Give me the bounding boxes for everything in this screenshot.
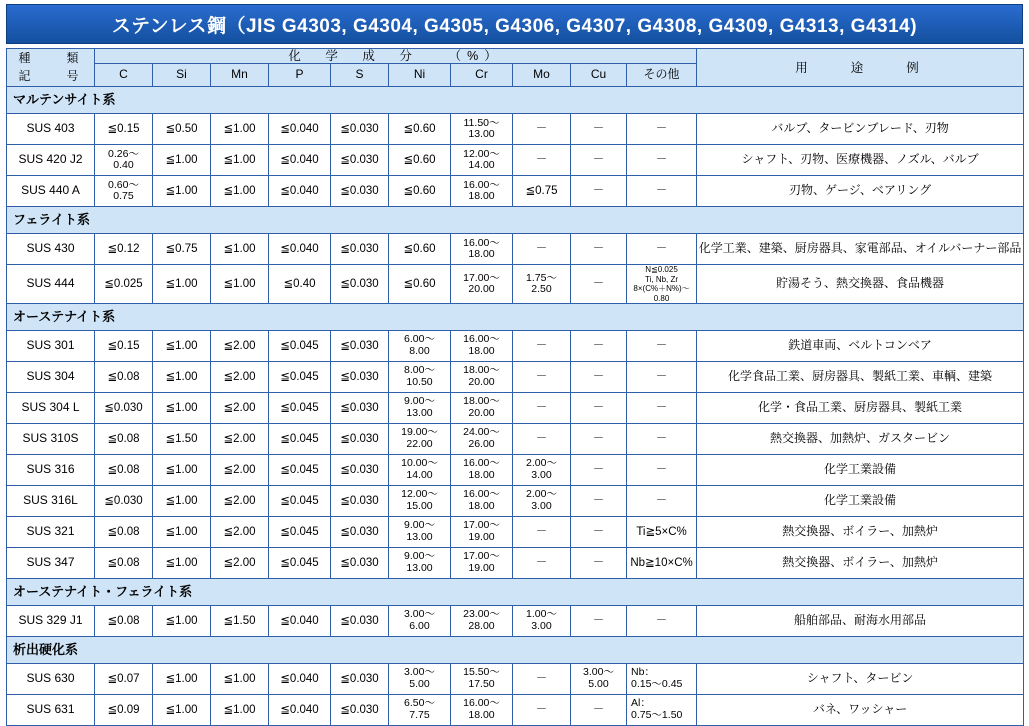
usage-cell: バルブ、タービンブレード、刃物 <box>697 114 1024 145</box>
cell-mn: ≦1.00 <box>211 145 269 176</box>
cell-other: N≦0.025 Ti, Nb, Zr 8×(C%＋N%)〜0.80 <box>627 265 697 304</box>
table-row <box>7 176 1024 207</box>
cell-ni: 9.00〜 13.00 <box>389 548 451 579</box>
cell-c: ≦0.08 <box>95 517 153 548</box>
usage-cell: 刃物、ゲージ、ベアリング <box>697 176 1024 207</box>
cell-mo: － <box>513 331 571 362</box>
cell-cu: － <box>571 176 627 207</box>
cell-p: ≦0.045 <box>269 548 331 579</box>
cell-cu: － <box>571 145 627 176</box>
group-header-row: オーステナイト系 <box>7 304 1024 331</box>
table-row <box>7 695 1024 726</box>
steel-spec-page <box>0 4 1029 722</box>
usage-cell: 化学食品工業、厨房器具、製紙工業、車輌、建築 <box>697 362 1024 393</box>
cell-mn: ≦2.00 <box>211 517 269 548</box>
grade-name-cell: SUS 347 <box>7 548 95 579</box>
header-col-mn: Mn <box>211 64 269 87</box>
cell-ni: 12.00〜 15.00 <box>389 486 451 517</box>
cell-ni: ≦0.60 <box>389 265 451 304</box>
cell-mn: ≦1.00 <box>211 176 269 207</box>
cell-cr: 16.00〜 18.00 <box>451 234 513 265</box>
cell-ni: 6.50〜 7.75 <box>389 695 451 726</box>
grade-name-cell: SUS 440 A <box>7 176 95 207</box>
cell-si: ≦0.50 <box>153 114 211 145</box>
header-col-cu: Cu <box>571 64 627 87</box>
cell-mo: ≦0.75 <box>513 176 571 207</box>
cell-cr: 15.50〜 17.50 <box>451 664 513 695</box>
header-col-si: Si <box>153 64 211 87</box>
cell-cu: － <box>571 606 627 637</box>
cell-c: ≦0.07 <box>95 664 153 695</box>
header-col-s: S <box>331 64 389 87</box>
cell-cr: 17.00〜 19.00 <box>451 517 513 548</box>
cell-s: ≦0.030 <box>331 424 389 455</box>
header-kind <box>7 49 95 87</box>
cell-ni: ≦0.60 <box>389 234 451 265</box>
cell-cu: － <box>571 234 627 265</box>
group-header-row: オーステナイト・フェライト系 <box>7 579 1024 606</box>
cell-mo: － <box>513 393 571 424</box>
cell-cu: － <box>571 265 627 304</box>
cell-si: ≦1.00 <box>153 548 211 579</box>
usage-cell: バネ、ワッシャー <box>697 695 1024 726</box>
cell-si: ≦1.00 <box>153 176 211 207</box>
header-kind-line1: 種 類 <box>18 50 83 65</box>
cell-c: ≦0.08 <box>95 606 153 637</box>
header-col-c: C <box>95 64 153 87</box>
cell-ni: ≦0.60 <box>389 114 451 145</box>
cell-other: － <box>627 114 697 145</box>
cell-cr: 12.00〜 14.00 <box>451 145 513 176</box>
cell-ni: 8.00〜 10.50 <box>389 362 451 393</box>
grade-name-cell: SUS 321 <box>7 517 95 548</box>
cell-c: ≦0.15 <box>95 114 153 145</box>
usage-cell: 化学工業、建築、厨房器具、家電部品、オイルバーナー部品 <box>697 234 1024 265</box>
usage-cell: 熱交換器、加熱炉、ガスタービン <box>697 424 1024 455</box>
table-row <box>7 114 1024 145</box>
cell-s: ≦0.030 <box>331 265 389 304</box>
cell-s: ≦0.030 <box>331 606 389 637</box>
cell-p: ≦0.045 <box>269 331 331 362</box>
table-group-row <box>7 207 1024 234</box>
cell-other: Ti≧5×C% <box>627 517 697 548</box>
cell-mn: ≦1.00 <box>211 664 269 695</box>
cell-si: ≦1.00 <box>153 145 211 176</box>
cell-s: ≦0.030 <box>331 486 389 517</box>
cell-cu: － <box>571 331 627 362</box>
cell-mo: － <box>513 145 571 176</box>
table-group-row <box>7 87 1024 114</box>
usage-cell: 貯湯そう、熱交換器、食品機器 <box>697 265 1024 304</box>
cell-s: ≦0.030 <box>331 145 389 176</box>
cell-si: ≦1.00 <box>153 331 211 362</box>
cell-cu: － <box>571 548 627 579</box>
cell-mo: － <box>513 548 571 579</box>
cell-c: ≦0.030 <box>95 486 153 517</box>
cell-c: 0.60〜 0.75 <box>95 176 153 207</box>
cell-c: ≦0.08 <box>95 455 153 486</box>
cell-s: ≦0.030 <box>331 548 389 579</box>
table-row <box>7 455 1024 486</box>
page-title: ステンレス鋼（JIS G4303, G4304, G4305, G4306, G4307, G4308, G4309, G4313, G4314) <box>111 15 918 37</box>
cell-s: ≦0.030 <box>331 517 389 548</box>
usage-cell: シャフト、刃物、医療機器、ノズル、バルブ <box>697 145 1024 176</box>
usage-cell: 化学・食品工業、厨房器具、製紙工業 <box>697 393 1024 424</box>
usage-cell: 熱交換器、ボイラー、加熱炉 <box>697 517 1024 548</box>
table-row <box>7 145 1024 176</box>
cell-mo: － <box>513 664 571 695</box>
cell-mn: ≦2.00 <box>211 424 269 455</box>
cell-ni: 3.00〜 5.00 <box>389 664 451 695</box>
grade-name-cell: SUS 301 <box>7 331 95 362</box>
cell-other: － <box>627 486 697 517</box>
cell-mn: ≦2.00 <box>211 362 269 393</box>
grade-name-cell: SUS 631 <box>7 695 95 726</box>
cell-other: － <box>627 393 697 424</box>
grade-name-cell: SUS 316L <box>7 486 95 517</box>
cell-other: － <box>627 234 697 265</box>
table-row <box>7 393 1024 424</box>
table-row <box>7 424 1024 455</box>
grade-name-cell: SUS 304 <box>7 362 95 393</box>
cell-cr: 16.00〜 18.00 <box>451 331 513 362</box>
cell-other: Nb≧10×C% <box>627 548 697 579</box>
table-row <box>7 265 1024 304</box>
cell-p: ≦0.040 <box>269 114 331 145</box>
cell-mn: ≦1.00 <box>211 114 269 145</box>
cell-c: ≦0.09 <box>95 695 153 726</box>
cell-mn: ≦1.00 <box>211 265 269 304</box>
table-group-row <box>7 304 1024 331</box>
header-chemical-composition: 化 学 成 分 （%） <box>95 49 697 64</box>
cell-cr: 23.00〜 28.00 <box>451 606 513 637</box>
header-col-mo: Mo <box>513 64 571 87</box>
header-col-cr: Cr <box>451 64 513 87</box>
cell-si: ≦1.00 <box>153 455 211 486</box>
grade-name-cell: SUS 304 L <box>7 393 95 424</box>
cell-mn: ≦2.00 <box>211 393 269 424</box>
group-header-row: マルテンサイト系 <box>7 87 1024 114</box>
cell-s: ≦0.030 <box>331 362 389 393</box>
cell-cr: 24.00〜 26.00 <box>451 424 513 455</box>
cell-p: ≦0.045 <box>269 424 331 455</box>
usage-cell: 化学工業設備 <box>697 455 1024 486</box>
cell-p: ≦0.040 <box>269 695 331 726</box>
cell-other: － <box>627 455 697 486</box>
cell-si: ≦1.00 <box>153 517 211 548</box>
cell-s: ≦0.030 <box>331 455 389 486</box>
table-row <box>7 486 1024 517</box>
cell-ni: ≦0.60 <box>389 176 451 207</box>
grade-name-cell: SUS 403 <box>7 114 95 145</box>
cell-mn: ≦2.00 <box>211 455 269 486</box>
cell-si: ≦1.00 <box>153 393 211 424</box>
cell-mo: － <box>513 695 571 726</box>
cell-p: ≦0.40 <box>269 265 331 304</box>
cell-p: ≦0.045 <box>269 455 331 486</box>
cell-p: ≦0.045 <box>269 393 331 424</box>
cell-p: ≦0.040 <box>269 606 331 637</box>
cell-mo: － <box>513 424 571 455</box>
grade-name-cell: SUS 430 <box>7 234 95 265</box>
cell-cu: － <box>571 393 627 424</box>
cell-mo: － <box>513 517 571 548</box>
cell-mn: ≦1.00 <box>211 695 269 726</box>
table-row <box>7 517 1024 548</box>
cell-cu: － <box>571 114 627 145</box>
cell-si: ≦1.00 <box>153 486 211 517</box>
cell-s: ≦0.030 <box>331 695 389 726</box>
cell-other: － <box>627 331 697 362</box>
cell-s: ≦0.030 <box>331 331 389 362</box>
grade-name-cell: SUS 310S <box>7 424 95 455</box>
cell-ni: ≦0.60 <box>389 145 451 176</box>
usage-cell: シャフト、タービン <box>697 664 1024 695</box>
cell-mo: － <box>513 362 571 393</box>
usage-cell: 鉄道車両、ベルトコンベア <box>697 331 1024 362</box>
cell-other: － <box>627 362 697 393</box>
cell-ni: 10.00〜 14.00 <box>389 455 451 486</box>
cell-c: ≦0.12 <box>95 234 153 265</box>
table-row <box>7 331 1024 362</box>
cell-cr: 16.00〜 18.00 <box>451 695 513 726</box>
cell-cr: 18.00〜 20.00 <box>451 393 513 424</box>
steel-grades-table <box>6 48 1024 726</box>
cell-si: ≦1.00 <box>153 606 211 637</box>
cell-other: － <box>627 145 697 176</box>
cell-mn: ≦1.50 <box>211 606 269 637</box>
cell-cr: 17.00〜 20.00 <box>451 265 513 304</box>
cell-cu: － <box>571 362 627 393</box>
cell-ni: 3.00〜 6.00 <box>389 606 451 637</box>
table-row <box>7 234 1024 265</box>
group-header-row: 析出硬化系 <box>7 637 1024 664</box>
usage-cell: 熱交換器、ボイラー、加熱炉 <box>697 548 1024 579</box>
cell-cr: 17.00〜 19.00 <box>451 548 513 579</box>
cell-cr: 18.00〜 20.00 <box>451 362 513 393</box>
cell-c: ≦0.08 <box>95 362 153 393</box>
cell-cu: － <box>571 517 627 548</box>
cell-mn: ≦1.00 <box>211 234 269 265</box>
header-kind-line2: 記 号 <box>18 68 83 83</box>
cell-mo: 2.00〜 3.00 <box>513 455 571 486</box>
header-col-p: P <box>269 64 331 87</box>
cell-c: 0.26〜 0.40 <box>95 145 153 176</box>
cell-other: Nb： 0.15〜0.45 <box>627 664 697 695</box>
cell-mo: 1.75〜 2.50 <box>513 265 571 304</box>
cell-mo: 2.00〜 3.00 <box>513 486 571 517</box>
cell-cr: 16.00〜 18.00 <box>451 455 513 486</box>
cell-p: ≦0.040 <box>269 664 331 695</box>
cell-mn: ≦2.00 <box>211 486 269 517</box>
grade-name-cell: SUS 316 <box>7 455 95 486</box>
cell-si: ≦1.00 <box>153 362 211 393</box>
cell-p: ≦0.040 <box>269 234 331 265</box>
cell-p: ≦0.040 <box>269 145 331 176</box>
group-header-row: フェライト系 <box>7 207 1024 234</box>
cell-c: ≦0.08 <box>95 424 153 455</box>
grade-name-cell: SUS 444 <box>7 265 95 304</box>
usage-cell: 船舶部品、耐海水用部品 <box>697 606 1024 637</box>
cell-p: ≦0.045 <box>269 517 331 548</box>
grade-name-cell: SUS 630 <box>7 664 95 695</box>
cell-other: － <box>627 424 697 455</box>
page-title-banner <box>6 4 1023 44</box>
cell-si: ≦1.00 <box>153 265 211 304</box>
cell-si: ≦1.00 <box>153 695 211 726</box>
cell-c: ≦0.030 <box>95 393 153 424</box>
cell-cu: － <box>571 486 627 517</box>
cell-cr: 16.00〜 18.00 <box>451 176 513 207</box>
table-body <box>7 87 1024 726</box>
table-row <box>7 664 1024 695</box>
cell-s: ≦0.030 <box>331 114 389 145</box>
grade-name-cell: SUS 329 J1 <box>7 606 95 637</box>
cell-cr: 11.50〜 13.00 <box>451 114 513 145</box>
cell-mn: ≦2.00 <box>211 331 269 362</box>
cell-s: ≦0.030 <box>331 664 389 695</box>
cell-other: － <box>627 606 697 637</box>
table-group-row <box>7 637 1024 664</box>
grade-name-cell: SUS 420 J2 <box>7 145 95 176</box>
table-row <box>7 548 1024 579</box>
cell-si: ≦1.00 <box>153 664 211 695</box>
cell-s: ≦0.030 <box>331 234 389 265</box>
cell-cu: 3.00〜 5.00 <box>571 664 627 695</box>
cell-cr: 16.00〜 18.00 <box>451 486 513 517</box>
header-col-other: その他 <box>627 64 697 87</box>
table-row <box>7 606 1024 637</box>
cell-s: ≦0.030 <box>331 176 389 207</box>
usage-cell: 化学工業設備 <box>697 486 1024 517</box>
cell-c: ≦0.08 <box>95 548 153 579</box>
cell-ni: 6.00〜 8.00 <box>389 331 451 362</box>
cell-mo: － <box>513 234 571 265</box>
cell-mn: ≦2.00 <box>211 548 269 579</box>
cell-c: ≦0.15 <box>95 331 153 362</box>
cell-p: ≦0.045 <box>269 486 331 517</box>
header-usage: 用 途 例 <box>697 49 1024 87</box>
cell-s: ≦0.030 <box>331 393 389 424</box>
cell-cu: － <box>571 695 627 726</box>
cell-cu: － <box>571 424 627 455</box>
table-row <box>7 362 1024 393</box>
cell-p: ≦0.045 <box>269 362 331 393</box>
cell-ni: 9.00〜 13.00 <box>389 393 451 424</box>
cell-p: ≦0.040 <box>269 176 331 207</box>
cell-other: Al： 0.75〜1.50 <box>627 695 697 726</box>
cell-ni: 19.00〜 22.00 <box>389 424 451 455</box>
cell-other: － <box>627 176 697 207</box>
cell-ni: 9.00〜 13.00 <box>389 517 451 548</box>
header-col-ni: Ni <box>389 64 451 87</box>
cell-mo: 1.00〜 3.00 <box>513 606 571 637</box>
table-group-row <box>7 579 1024 606</box>
cell-cu: － <box>571 455 627 486</box>
cell-c: ≦0.025 <box>95 265 153 304</box>
cell-si: ≦1.50 <box>153 424 211 455</box>
cell-mo: － <box>513 114 571 145</box>
cell-si: ≦0.75 <box>153 234 211 265</box>
